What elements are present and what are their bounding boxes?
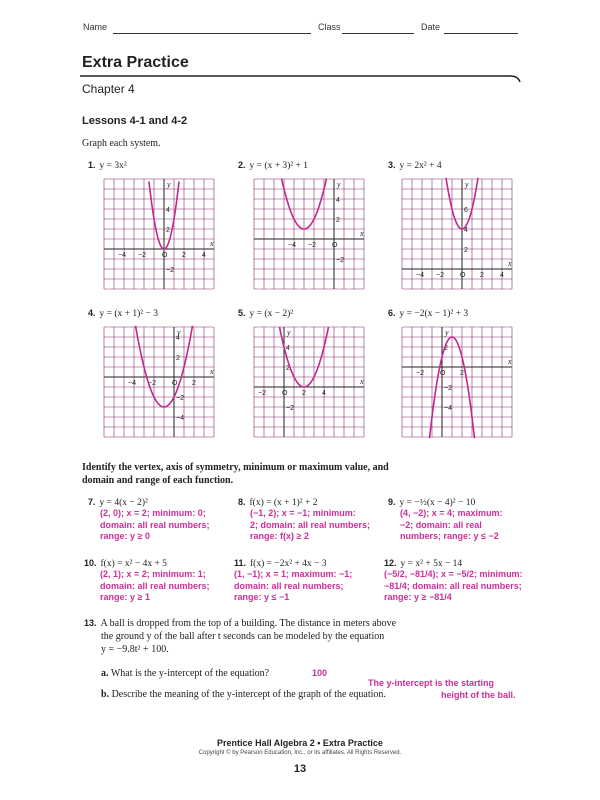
problem-4-label: 4. y = (x + 1)² − 3 [88, 308, 159, 319]
y-axis-letter: y [337, 180, 341, 189]
answer-line[interactable]: domain: all real numbers; [100, 519, 210, 530]
x-tick-label: −4 [118, 252, 126, 259]
graph-problem-6 [398, 323, 523, 448]
y-axis-letter: y [465, 180, 469, 189]
footer-book: Prentice Hall Algebra 2 • Extra Practice [217, 738, 383, 748]
answer-line[interactable]: −81/4; domain: all real numbers; [384, 580, 522, 591]
y-tick-label: −2 [444, 385, 452, 392]
problem-5-label: 5. y = (x − 2)² [238, 308, 294, 319]
problem-13b-answer-2[interactable]: height of the ball. [441, 690, 516, 700]
x-tick-label: 2 [192, 380, 196, 387]
x-tick-label: O [460, 272, 466, 279]
name-line[interactable] [113, 33, 311, 34]
answer-line[interactable]: −2; domain: all real [400, 519, 482, 530]
x-tick-label: −4 [416, 272, 424, 279]
answer-line[interactable]: range: f(x) ≥ 2 [250, 531, 309, 541]
x-axis-letter: x [508, 357, 512, 366]
answer-line[interactable]: range: y ≤ −1 [234, 592, 290, 602]
answer-line[interactable]: range: y ≥ 1 [100, 592, 150, 602]
x-tick-label: −2 [436, 272, 444, 279]
y-tick-label: −2 [286, 405, 294, 412]
answer-line[interactable]: domain: all real numbers; [234, 580, 344, 591]
date-label: Date [421, 22, 441, 32]
y-tick-label: 4 [464, 227, 468, 234]
y-tick-label: 4 [166, 207, 170, 214]
problem-7: 7. y = 4(x − 2)² (2, 0); x = 2; minimum: 0; domain: all real numbers; range: y ≥ 0 [88, 497, 228, 543]
x-axis-letter: x [210, 367, 214, 376]
y-axis-letter: y [167, 180, 171, 189]
answer-line[interactable]: (2, 1); x = 2; minimum: 1; [100, 569, 206, 579]
x-tick-label: −2 [258, 390, 266, 397]
y-axis-letter: y [177, 328, 181, 337]
x-tick-label: O [282, 390, 288, 397]
class-label: Class [318, 22, 341, 32]
problem-11: 11. f(x) = −2x² + 4x − 3 (1, −1); x = 1; maximum: −1; domain: all real numbers; range: y ≤ −1 [234, 558, 384, 604]
answer-line[interactable]: (2, 0); x = 2; minimum: 0; [100, 508, 206, 518]
x-tick-label: −4 [288, 242, 296, 249]
x-tick-label: 2 [182, 252, 186, 259]
lessons-heading: Lessons 4-1 and 4-2 [82, 115, 188, 127]
y-tick-label: 2 [176, 355, 180, 362]
y-tick-label: −4 [444, 405, 452, 412]
page-title: Extra Practice [82, 54, 189, 71]
problem-13a-answer[interactable]: 100 [312, 668, 328, 678]
problem-1-label: 1. y = 3x² [88, 160, 127, 171]
graph-problem-2 [250, 175, 375, 300]
x-tick-label: −2 [138, 252, 146, 259]
class-line[interactable] [342, 33, 414, 34]
answer-line[interactable]: range: y ≥ 0 [100, 531, 150, 541]
y-tick-label: 2 [444, 345, 448, 352]
vertex-instructions-1: Identify the vertex, axis of symmetry, minimum or maximum value, and [82, 462, 389, 473]
problem-2-label: 2. y = (x + 3)² + 1 [238, 160, 309, 171]
x-tick-label: 2 [460, 370, 464, 377]
graph-instructions: Graph each system. [82, 138, 161, 149]
x-tick-label: −2 [308, 242, 316, 249]
problem-13a: a. What is the y-intercept of the equation? [101, 668, 270, 679]
y-tick-label: 2 [464, 247, 468, 254]
y-tick-label: −2 [336, 257, 344, 264]
x-tick-label: O [162, 252, 168, 259]
x-tick-label: 2 [480, 272, 484, 279]
y-tick-label: 2 [286, 365, 290, 372]
problem-3-label: 3. y = 2x² + 4 [388, 160, 442, 171]
problem-8: 8. f(x) = (x + 1)² + 2 (−1, 2); x = −1; minimum: 2; domain: all real numbers; range: f(x) ≥ 2 [238, 497, 388, 543]
chapter-label: Chapter 4 [82, 82, 135, 96]
page-number: 13 [293, 763, 307, 775]
x-tick-label: −2 [416, 370, 424, 377]
y-tick-label: 4 [286, 345, 290, 352]
x-axis-letter: x [508, 259, 512, 268]
problem-6-label: 6. y = −2(x − 1)² + 3 [388, 308, 469, 319]
problem-12: 12. y = x² + 5x − 14 (−5/2, −81/4); x = −5/2; minimum: −81/4; domain: all real numbers; range: y ≥ −81/4 [384, 558, 529, 604]
graph-problem-1 [100, 175, 225, 300]
x-tick-label: O [172, 380, 178, 387]
title-rule [80, 72, 522, 84]
x-tick-label: 4 [202, 252, 206, 259]
answer-line[interactable]: domain: all real numbers; [100, 580, 210, 591]
x-tick-label: −2 [148, 380, 156, 387]
answer-line[interactable]: range: y ≥ −81/4 [384, 592, 452, 602]
answer-line[interactable]: (4, −2); x = 4; maximum: [400, 508, 503, 518]
answer-line[interactable]: (−5/2, −81/4); x = −5/2; minimum: [384, 569, 523, 579]
answer-line[interactable]: numbers; range: y ≤ −2 [400, 531, 499, 541]
x-axis-letter: x [210, 239, 214, 248]
footer-copyright: Copyright © by Pearson Education, Inc., or its affiliates. All Rights Reserved. [198, 750, 402, 756]
problem-10: 10. f(x) = x² − 4x + 5 (2, 1); x = 2; minimum: 1; domain: all real numbers; range: y ≥ 1 [84, 558, 229, 604]
y-tick-label: −4 [176, 415, 184, 422]
y-tick-label: 6 [464, 207, 468, 214]
y-tick-label: −2 [166, 267, 174, 274]
graph-problem-4 [100, 323, 225, 448]
problem-13: 13. A ball is dropped from the top of a building. The distance in meters above the ground y of the ball after t seconds can be modeled by the equation y = −9.8t² + 100. [84, 618, 397, 655]
answer-line[interactable]: (1, −1); x = 1; maximum: −1; [234, 569, 353, 579]
vertex-instructions-2: domain and range of each function. [82, 475, 234, 486]
problem-13b-answer-1[interactable]: The y-intercept is the starting [368, 678, 495, 688]
x-tick-label: O [332, 242, 338, 249]
x-tick-label: 2 [302, 390, 306, 397]
y-axis-letter: y [287, 328, 291, 337]
graph-problem-5 [250, 323, 375, 448]
y-tick-label: 2 [166, 227, 170, 234]
y-tick-label: −2 [176, 395, 184, 402]
y-tick-label: 4 [336, 197, 340, 204]
y-tick-label: 4 [176, 335, 180, 342]
answer-line[interactable]: 2; domain: all real numbers; [250, 519, 371, 530]
date-line[interactable] [444, 33, 518, 34]
x-tick-label: O [440, 370, 446, 377]
graph-problem-3 [398, 175, 523, 300]
name-label: Name [83, 22, 108, 32]
answer-line[interactable]: (−1, 2); x = −1; minimum: [250, 508, 356, 518]
x-tick-label: 4 [322, 390, 326, 397]
x-tick-label: 4 [500, 272, 504, 279]
y-tick-label: 2 [336, 217, 340, 224]
x-tick-label: −4 [128, 380, 136, 387]
y-axis-letter: y [445, 328, 449, 337]
problem-9: 9. y = −½(x − 4)² − 10 (4, −2); x = 4; maximum: −2; domain: all real numbers; range: y ≤ −2 [388, 497, 528, 543]
x-axis-letter: x [360, 377, 364, 386]
problem-13b: b. Describe the meaning of the y-intercept of the graph of the equation. [101, 689, 386, 700]
x-axis-letter: x [360, 229, 364, 238]
